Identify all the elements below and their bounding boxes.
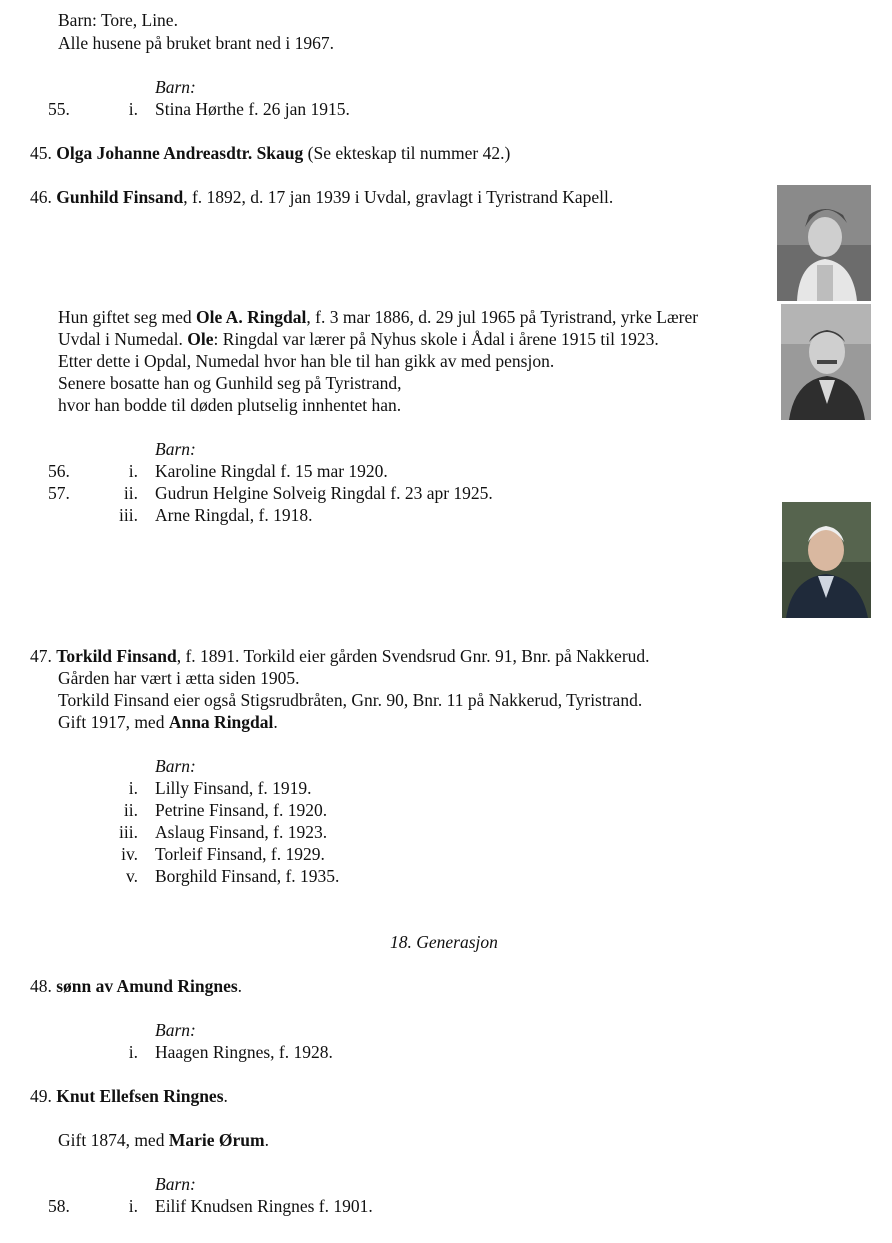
entry-text: . bbox=[223, 1086, 228, 1106]
entry-number: 48. bbox=[30, 976, 52, 996]
text-line: Torkild Finsand eier også Stigsrudbråten, Gnr. 90, Bnr. 11 på Nakkerud, Tyristrand. bbox=[58, 690, 643, 710]
children-label: Barn: bbox=[155, 1020, 196, 1040]
entry-48 bbox=[30, 975, 242, 997]
person-name: Knut Ellefsen Ringnes bbox=[56, 1086, 224, 1106]
children-label: Barn: bbox=[155, 756, 196, 776]
person-name: Gunhild Finsand bbox=[56, 187, 184, 207]
person-name: Olga Johanne Andreasdtr. Skaug bbox=[56, 143, 304, 163]
entry-text: , f. 1891. Torkild eier gården Svendsrud Gnr. 91, Bnr. på Nakkerud. bbox=[176, 646, 650, 666]
entry-49 bbox=[30, 1085, 228, 1107]
entry-number: 47. bbox=[30, 646, 52, 666]
child-entry: Haagen Ringnes, f. 1928. bbox=[155, 1042, 333, 1062]
portrait-older-man-outdoors-photo bbox=[782, 502, 871, 618]
text-segment: , f. 3 mar 1886, d. 29 jul 1965 på Tyristrand, yrke Lærer bbox=[306, 307, 699, 327]
text-line bbox=[58, 1129, 269, 1151]
child-entry: Karoline Ringdal f. 15 mar 1920. bbox=[155, 461, 388, 481]
child-entry: Torleif Finsand, f. 1929. bbox=[155, 844, 325, 864]
text-segment: . bbox=[273, 712, 278, 732]
text-segment: Uvdal i Numedal. bbox=[58, 329, 188, 349]
child-entry: Stina Hørthe f. 26 jan 1915. bbox=[155, 99, 350, 119]
child-roman-numeral: iv. bbox=[121, 844, 138, 864]
spouse-name: Ole A. Ringdal bbox=[196, 307, 307, 327]
child-roman-numeral: ii. bbox=[123, 800, 138, 820]
text-line: Alle husene på bruket brant ned i 1967. bbox=[58, 33, 335, 53]
person-name: Torkild Finsand bbox=[56, 646, 177, 666]
child-ref-number: 57. bbox=[48, 483, 70, 503]
children-label: Barn: bbox=[155, 1174, 196, 1194]
child-ref-number: 56. bbox=[48, 461, 70, 481]
text-line: Etter dette i Opdal, Numedal hvor han ble til han gikk av med pensjon. bbox=[58, 351, 555, 371]
child-entry: Aslaug Finsand, f. 1923. bbox=[155, 822, 328, 842]
child-ref-number: 58. bbox=[48, 1196, 70, 1216]
text-segment: Hun giftet seg med bbox=[58, 307, 197, 327]
child-roman-numeral: i. bbox=[128, 1042, 138, 1062]
portrait-man-mustache-photo bbox=[781, 304, 871, 420]
entry-number: 46. bbox=[30, 187, 52, 207]
text-line: hvor han bodde til døden plutselig innhentet han. bbox=[58, 395, 402, 415]
text-line: Senere bosatte han og Gunhild seg på Tyristrand, bbox=[58, 373, 402, 393]
spouse-name: Marie Ørum bbox=[168, 1130, 265, 1150]
child-roman-numeral: i. bbox=[128, 1196, 138, 1216]
text-segment: . bbox=[264, 1130, 269, 1150]
text-line: Barn: Tore, Line. bbox=[58, 10, 178, 30]
entry-text: , f. 1892, d. 17 jan 1939 i Uvdal, gravlagt i Tyristrand Kapell. bbox=[183, 187, 614, 207]
entry-number: 45. bbox=[30, 143, 52, 163]
entry-text: . bbox=[237, 976, 243, 996]
entry-number: 49. bbox=[30, 1086, 52, 1106]
text-segment: Gift 1874, med bbox=[58, 1130, 169, 1150]
children-label: Barn: bbox=[155, 439, 196, 459]
children-label: Barn: bbox=[155, 77, 196, 97]
generation-heading: 18. Generasjon bbox=[390, 932, 498, 952]
child-roman-numeral: i. bbox=[128, 99, 138, 119]
child-entry: Borghild Finsand, f. 1935. bbox=[155, 866, 340, 886]
person-name: sønn av Amund Ringnes bbox=[56, 976, 238, 996]
portrait-woman-headscarf-photo bbox=[777, 185, 871, 301]
text-line bbox=[58, 328, 659, 350]
entry-text: (Se ekteskap til nummer 42.) bbox=[303, 143, 511, 163]
entry-47 bbox=[30, 645, 650, 667]
child-roman-numeral: iii. bbox=[119, 822, 138, 842]
spouse-name: Anna Ringdal bbox=[168, 712, 274, 732]
child-entry: Lilly Finsand, f. 1919. bbox=[155, 778, 312, 798]
child-entry: Arne Ringdal, f. 1918. bbox=[155, 505, 313, 525]
child-roman-numeral: i. bbox=[128, 461, 138, 481]
child-entry: Eilif Knudsen Ringnes f. 1901. bbox=[155, 1196, 373, 1216]
person-name: Ole bbox=[187, 329, 214, 349]
text-line bbox=[58, 711, 278, 733]
child-roman-numeral: iii. bbox=[119, 505, 138, 525]
child-ref-number: 55. bbox=[48, 99, 70, 119]
text-segment: Gift 1917, med bbox=[58, 712, 169, 732]
child-entry: Petrine Finsand, f. 1920. bbox=[155, 800, 328, 820]
text-line bbox=[58, 306, 698, 328]
entry-46 bbox=[30, 186, 613, 208]
child-entry: Gudrun Helgine Solveig Ringdal f. 23 apr 1925. bbox=[155, 483, 493, 503]
text-segment: : Ringdal var lærer på Nyhus skole i Ådal i årene 1915 til 1923. bbox=[213, 329, 659, 349]
entry-45 bbox=[30, 142, 510, 164]
text-line: Gården har vært i ætta siden 1905. bbox=[58, 668, 300, 688]
child-roman-numeral: i. bbox=[128, 778, 138, 798]
child-roman-numeral: v. bbox=[126, 866, 138, 886]
child-roman-numeral: ii. bbox=[123, 483, 138, 503]
